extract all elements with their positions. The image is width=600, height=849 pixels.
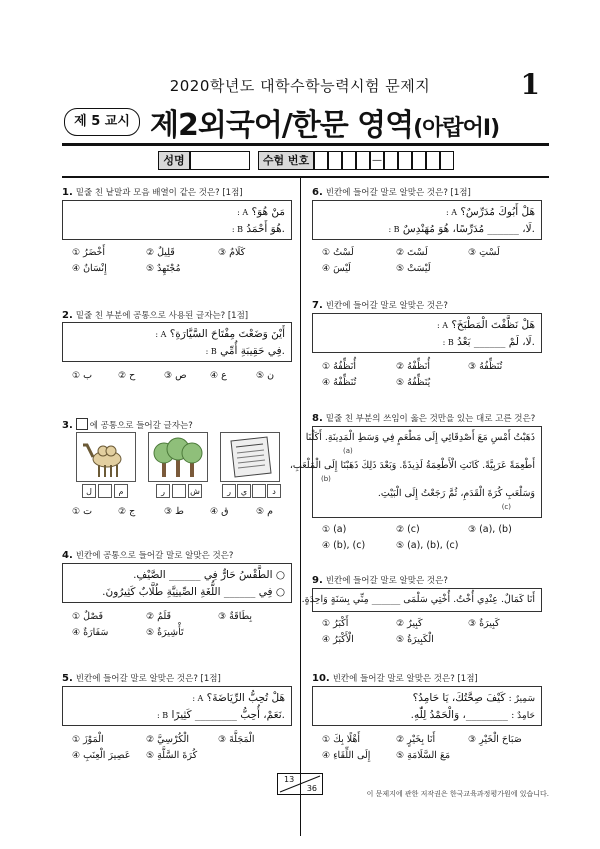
blank-tile	[98, 484, 112, 498]
option[interactable]: ② لَسْتَ	[396, 247, 428, 258]
column-divider	[300, 178, 301, 836]
exam-number-box[interactable]	[314, 151, 328, 170]
dialog-line-b: : B فِي حَقِيبَةِ أُمِّي.	[205, 345, 285, 357]
dialog-line-a: : A هَلْ أَبُوكَ مُدَرِّسٌ؟	[445, 206, 535, 218]
letter-tile: م	[114, 484, 128, 498]
header-rule-thin	[62, 176, 549, 178]
option[interactable]: ④ إِنْسَانٌ	[72, 263, 107, 274]
exam-number-box[interactable]	[440, 151, 454, 170]
option[interactable]: ⑤ تَأْشِيرَةٌ	[146, 627, 184, 638]
exam-subtitle: 2020학년도 대학수학능력시험 문제지	[169, 77, 431, 95]
page-title	[150, 100, 499, 144]
option[interactable]: ④ إِلَى اللِّقَاءِ	[322, 750, 371, 761]
question-4-prompt: 4. 빈칸에 공통으로 들어갈 말로 알맞은 것은?	[62, 550, 234, 561]
option[interactable]: ① ت	[72, 506, 93, 517]
blank-box-icon	[76, 418, 88, 430]
exam-number-box[interactable]	[356, 151, 370, 170]
camel-picture	[76, 432, 136, 482]
dialog-line-b: : B هُوَ أَحْمَدُ.	[231, 223, 285, 235]
mark-c: (c)	[501, 503, 511, 511]
question-8-prompt: 8. 밑줄 친 부분의 쓰임이 옳은 것만을 있는 대로 고른 것은?	[312, 413, 536, 424]
name-field[interactable]	[190, 151, 250, 170]
option[interactable]: ③ كَلَامٌ	[218, 247, 246, 258]
dialog-line-b: : B لَا، ______ مُدَرِّسًا، هُوَ مُهَنْدِسٌ.	[388, 223, 535, 235]
option[interactable]: ⑤ م	[256, 506, 273, 517]
dialog-line-a: : A أَيْنَ وَضَعْتَ مِفْتَاحَ السَّيَّارَةِ؟	[155, 328, 285, 340]
exam-number-box[interactable]	[328, 151, 342, 170]
blank-tile	[252, 484, 266, 498]
sentence-1: ○ الطَّقْسُ حَارٌّ فِي ______ الصَّيْفِ.	[133, 569, 285, 581]
session-badge: 제 5 교시	[64, 108, 140, 136]
exam-number-label: 수험 번호	[258, 151, 314, 170]
tree-icon	[149, 433, 207, 481]
option[interactable]: ④ (b), (c)	[322, 540, 366, 551]
option[interactable]: ⑤ ن	[256, 370, 275, 381]
option[interactable]: ⑤ يُنَظِّفُهُ	[396, 377, 431, 388]
question-7-prompt: 7. 빈칸에 들어갈 말로 알맞은 것은?	[312, 300, 448, 311]
option[interactable]: ① ب	[72, 370, 93, 381]
option[interactable]: ① لَسْتُ	[322, 247, 354, 258]
option[interactable]: ③ صَبَاحَ الْخَيْرِ	[468, 734, 522, 745]
trees-picture	[148, 432, 208, 482]
option[interactable]: ② أَنَا بِخَيْرٍ	[396, 734, 436, 745]
letter-tile: ل	[82, 484, 96, 498]
option[interactable]: ④ الْأَكْبَرُ	[322, 634, 354, 645]
question-6-dialog	[312, 200, 542, 240]
option[interactable]: ⑤ (a), (b), (c)	[396, 540, 459, 551]
exam-number-box[interactable]	[342, 151, 356, 170]
mark-b: (b)	[321, 475, 331, 483]
option[interactable]: ② (c)	[396, 524, 420, 535]
dialog-line-a: : A مَنْ هُوَ؟	[237, 206, 285, 218]
option[interactable]: ③ بِطَاقَةٌ	[218, 611, 253, 622]
sentence-2: ○ فِي ______ اللُّغَةِ الصِّينِيَّةِ طُلَّابٌ كَثِيرُونَ.	[102, 586, 285, 598]
passage-line-2: أَطْعِمَةً عَرَبِيَّةً. كَانَتِ الْأَطْعِمَةُ لَذِيذَةً. وَبَعْدَ ذَلِكَ ذَهَبْنَا إِلَى الْمَلْعَبِ،	[289, 460, 535, 471]
question-1-prompt: 1. 밑줄 친 낱말과 모음 배열이 같은 것은? [1점]	[62, 187, 243, 198]
option[interactable]: ⑤ مَعَ السَّلَامَةِ	[396, 750, 451, 761]
dialog-line-b: : B نَعَمْ، أُحِبُّ ________ كَثِيرًا.	[157, 709, 285, 721]
option[interactable]: ② الْكُرْسِيَّ	[146, 734, 189, 745]
page-current: 13	[284, 775, 295, 784]
option[interactable]: ③ لَسْتِ	[468, 247, 500, 258]
copyright-notice: 이 문제지에 관한 저작권은 한국교육과정평가원에 있습니다.	[366, 790, 549, 798]
exam-number-box[interactable]	[398, 151, 412, 170]
page-total: 36	[306, 784, 317, 793]
question-2-dialog	[62, 322, 292, 362]
option[interactable]: ② أُنَظِّفْهُ	[396, 361, 431, 372]
option[interactable]: ④ سَفَارَةٌ	[72, 627, 109, 638]
option[interactable]: ② ح	[118, 370, 136, 381]
option[interactable]: ① فَصْلٌ	[72, 611, 104, 622]
exam-number-dash: —	[370, 151, 384, 170]
header-rule	[62, 143, 549, 146]
page-number: 1	[520, 68, 540, 101]
dialog-line-a: : A هَلْ تُحِبُّ الرِّيَاضَةَ؟	[192, 692, 285, 704]
question-9-prompt: 9. 빈칸에 들어갈 말로 알맞은 것은?	[312, 575, 448, 586]
question-4-sentences	[62, 563, 292, 603]
exam-number-box[interactable]	[412, 151, 426, 170]
question-10-dialog	[312, 686, 542, 726]
letter-tile: د	[267, 484, 281, 498]
letter-tile: ر	[156, 484, 170, 498]
passage-line-3: وَسَلْعَبِ كُرَةَ الْقَدَمِ، ثُمَّ رَجَعْتُ إِلَى الْبَيْتِ.	[377, 488, 535, 499]
page-counter	[277, 773, 323, 795]
option[interactable]: ③ (a), (b)	[468, 524, 512, 535]
name-label: 성명	[158, 151, 190, 170]
option[interactable]: ⑤ مُجْتَهِدٌ	[146, 263, 181, 274]
title-paren: (아랍어Ⅰ)	[413, 116, 500, 141]
option[interactable]: ② كَبِيرٌ	[396, 618, 423, 629]
option[interactable]: ① أَهْلًا بِكَ	[322, 734, 361, 745]
letter-tile: ش	[188, 484, 202, 498]
option[interactable]: ① أُنَظِّفُهُ	[322, 361, 357, 372]
question-10-prompt: 10. 빈칸에 들어갈 말로 알맞은 것은? [1점]	[312, 673, 478, 684]
newspaper-icon	[221, 433, 279, 481]
question-2-prompt: 2. 밑줄 친 부분에 공통으로 사용된 글자는? [1점]	[62, 310, 249, 321]
title-main: 제2외국어/한문 영역	[150, 108, 414, 143]
question-6-prompt: 6. 빈칸에 들어갈 말로 알맞은 것은? [1점]	[312, 187, 471, 198]
dialog-line-a: سَمِيرٌ : كَيْفَ صِحَّتُكَ، يَا حَامِدُ؟	[412, 692, 535, 704]
option[interactable]: ④ ع	[210, 370, 227, 381]
option[interactable]: ③ ط	[164, 506, 184, 517]
option[interactable]: ⑤ كُرَةَ السَّلَّةِ	[146, 750, 198, 761]
option[interactable]: ③ تُنَظِّفُهُ	[468, 361, 503, 372]
option[interactable]: ③ ص	[164, 370, 187, 381]
blank-tile	[172, 484, 186, 498]
newspaper-picture	[220, 432, 280, 482]
question-1-dialog	[62, 200, 292, 240]
dialog-line-a: : A هَلْ نَظَّفْتَ الْمَطْبَخَ؟	[436, 319, 535, 331]
option[interactable]: ① أَخْضَرُ	[72, 247, 106, 258]
option[interactable]: ② قَلَمٌ	[146, 611, 172, 622]
option[interactable]: ⑤ الْكَبِيرَةُ	[396, 634, 434, 645]
sentence: أَنَا كَمَالٌ. عِنْدِي أُخْتٌ. أُخْتِي سَلْمَى ______ مِنِّي بِسَنَةٍ وَاحِدَةٍ.	[301, 594, 535, 605]
question-8-passage	[289, 426, 542, 518]
question-7-dialog	[312, 313, 542, 353]
dialog-line-b: : B لَا، لَمْ ______ بَعْدُ.	[442, 336, 535, 348]
option[interactable]: ② قَلِيلٌ	[146, 247, 175, 258]
option[interactable]: ② ج	[118, 506, 136, 517]
option[interactable]: ① الْمَوْزَ	[72, 734, 104, 745]
option[interactable]: ④ ق	[210, 506, 229, 517]
letter-tile: ر	[222, 484, 236, 498]
option[interactable]: ① أَكْبَرُ	[322, 618, 349, 629]
option[interactable]: ③ كَبِيرَةٌ	[468, 618, 500, 629]
dialog-line-b: حَامِدٌ : ________، وَالْحَمْدُ لِلّٰهِ.	[410, 709, 535, 721]
option[interactable]: ④ تُنَظِّفْهُ	[322, 377, 357, 388]
question-5-dialog	[62, 686, 292, 726]
exam-number-box[interactable]	[426, 151, 440, 170]
letter-tile: ي	[237, 484, 251, 498]
question-3-prompt: 3. 에 공통으로 들어갈 글자는?	[62, 420, 193, 431]
option[interactable]: ⑤ لَيْسَتْ	[396, 263, 431, 274]
candidate-info-row	[0, 151, 600, 170]
question-5-prompt: 5. 빈칸에 들어갈 말로 알맞은 것은? [1점]	[62, 673, 221, 684]
passage-line-1: ذَهَبْتُ أَمْسِ مَعَ أَصْدِقَائِي إِلَى مَطْعَمٍ فِي وَسَطِ الْمَدِينَةِ. أَكَلْنَا	[305, 432, 535, 443]
option[interactable]: ④ لَيْسَ	[322, 263, 351, 274]
mark-a: (a)	[343, 447, 353, 455]
option[interactable]: ① (a)	[322, 524, 347, 535]
option[interactable]: ③ الْمَجَلَّةَ	[218, 734, 255, 745]
option[interactable]: ④ عَصِيرَ الْعِنَبِ	[72, 750, 131, 761]
question-9-sentence	[301, 588, 542, 612]
exam-number-box[interactable]	[384, 151, 398, 170]
camel-icon	[77, 433, 135, 481]
